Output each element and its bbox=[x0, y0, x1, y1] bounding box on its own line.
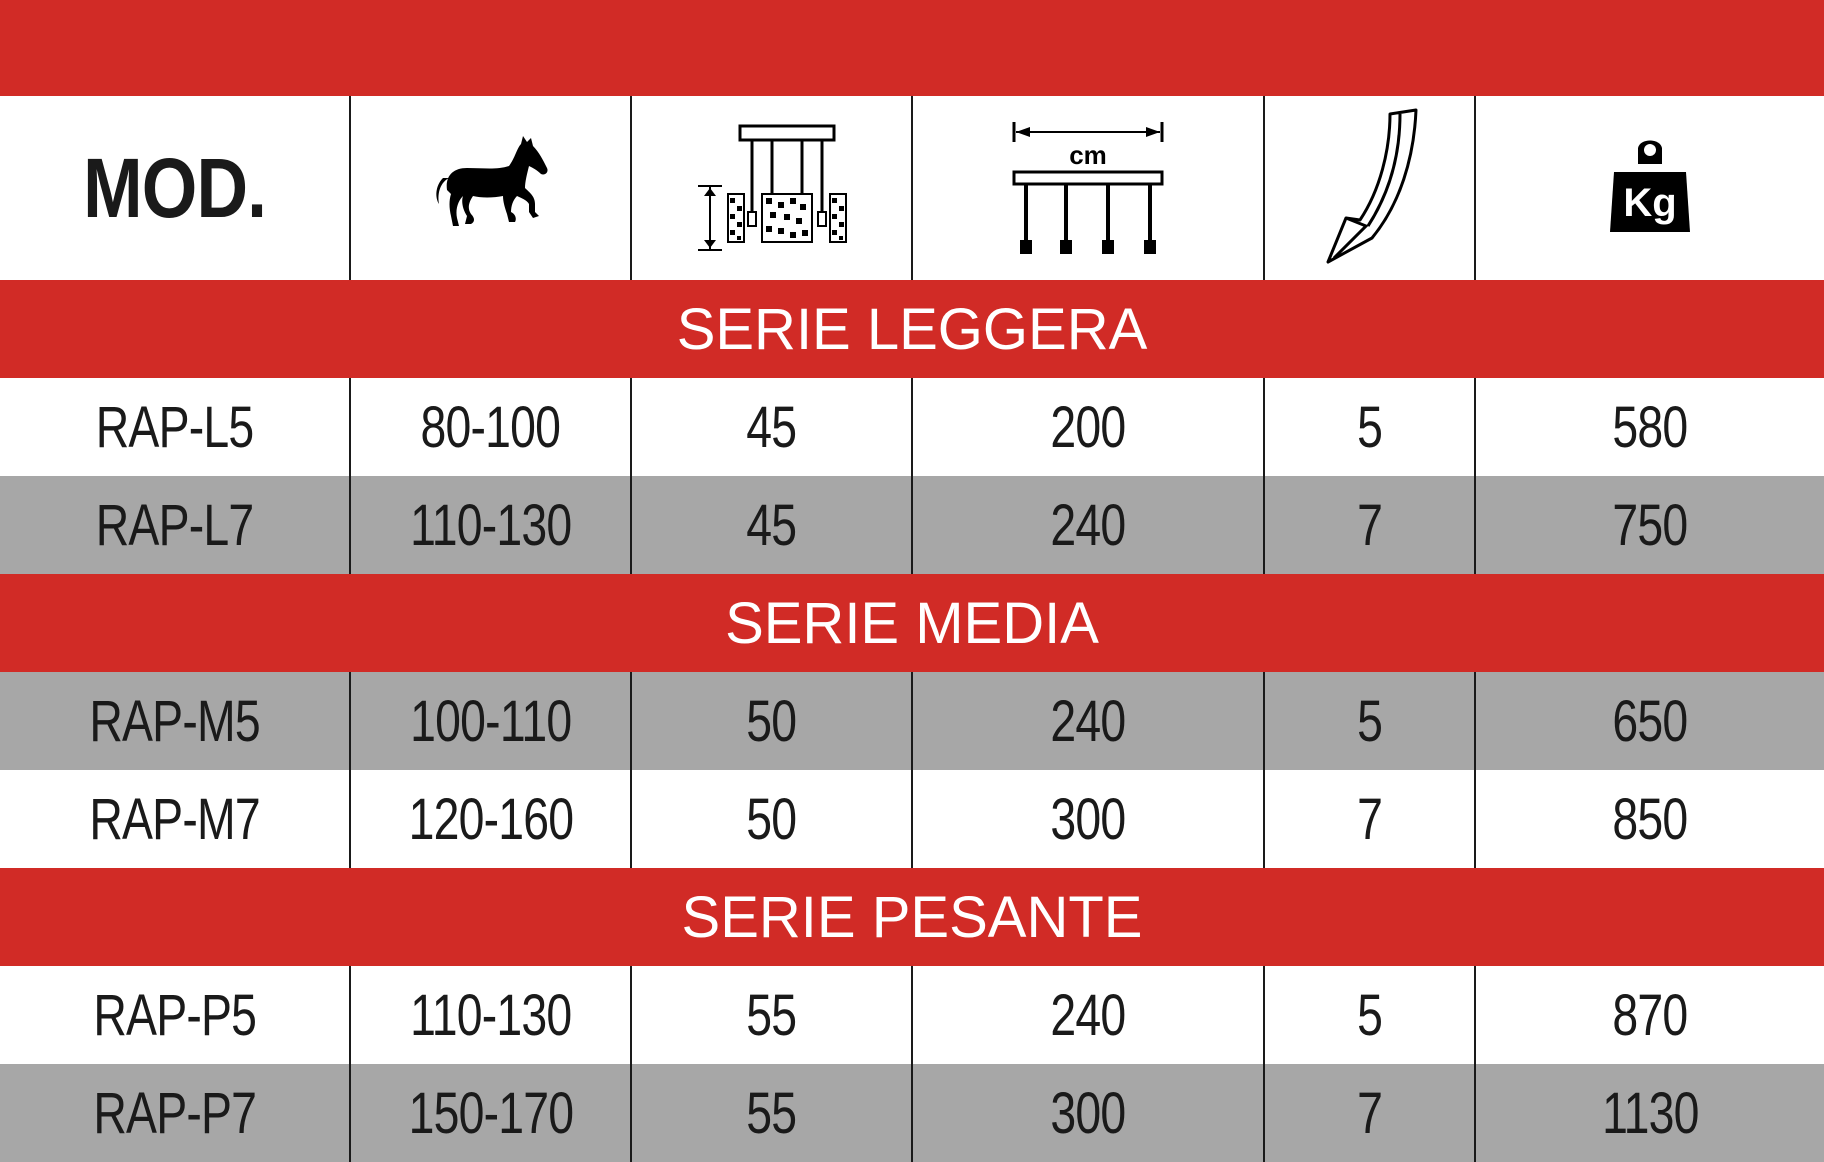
model-cell: RAP-L7 bbox=[95, 492, 254, 558]
working-depth-icon bbox=[682, 118, 862, 258]
depth-cell: 45 bbox=[630, 476, 911, 574]
horse-power-icon bbox=[431, 128, 551, 248]
tine-icon bbox=[1320, 108, 1420, 268]
depth-cell: 55 bbox=[630, 1064, 911, 1162]
hp-cell: 150-170 bbox=[349, 1064, 630, 1162]
table-row bbox=[0, 770, 1824, 868]
depth-cell: 50 bbox=[630, 672, 911, 770]
tines-cell: 7 bbox=[1263, 770, 1474, 868]
width-cell: 300 bbox=[911, 770, 1263, 868]
width-cell: 300 bbox=[911, 1064, 1263, 1162]
model-cell: RAP-L5 bbox=[95, 394, 254, 460]
series-title-heavy: SERIE PESANTE bbox=[0, 868, 1824, 966]
table-row bbox=[0, 966, 1824, 1064]
horse-power-header bbox=[349, 96, 630, 280]
width-cell: 240 bbox=[911, 672, 1263, 770]
tines-cell: 5 bbox=[1263, 966, 1474, 1064]
weight-cell: 870 bbox=[1474, 966, 1824, 1064]
tines-cell: 7 bbox=[1263, 1064, 1474, 1162]
depth-cell: 45 bbox=[630, 378, 911, 476]
top-red-bar bbox=[0, 0, 1824, 96]
weight-cell: 850 bbox=[1474, 770, 1824, 868]
table-row bbox=[0, 1064, 1824, 1162]
series-title-medium: SERIE MEDIA bbox=[0, 574, 1824, 672]
hp-cell: 110-130 bbox=[349, 966, 630, 1064]
series-title-light: SERIE LEGGERA bbox=[0, 280, 1824, 378]
model-cell: RAP-P5 bbox=[93, 982, 256, 1048]
width-cell: 240 bbox=[911, 476, 1263, 574]
working-width-header bbox=[911, 96, 1263, 280]
table-row bbox=[0, 378, 1824, 476]
weight-header bbox=[1474, 96, 1824, 280]
model-cell: RAP-M7 bbox=[89, 786, 260, 852]
table-row bbox=[0, 476, 1824, 574]
model-cell: RAP-P7 bbox=[93, 1080, 256, 1146]
hp-cell: 100-110 bbox=[349, 672, 630, 770]
width-unit-label: cm bbox=[1069, 140, 1107, 170]
table-row bbox=[0, 672, 1824, 770]
tines-cell: 7 bbox=[1263, 476, 1474, 574]
tines-header bbox=[1263, 96, 1474, 280]
working-depth-header bbox=[630, 96, 911, 280]
weight-cell: 650 bbox=[1474, 672, 1824, 770]
hp-cell: 80-100 bbox=[349, 378, 630, 476]
weight-cell: 750 bbox=[1474, 476, 1824, 574]
depth-cell: 50 bbox=[630, 770, 911, 868]
working-width-icon bbox=[1008, 118, 1168, 258]
weight-unit-label: Kg bbox=[1623, 181, 1677, 225]
tines-cell: 5 bbox=[1263, 378, 1474, 476]
width-cell: 200 bbox=[911, 378, 1263, 476]
weight-kg-icon bbox=[1600, 138, 1700, 238]
hp-cell: 120-160 bbox=[349, 770, 630, 868]
hp-cell: 110-130 bbox=[349, 476, 630, 574]
depth-cell: 55 bbox=[630, 966, 911, 1064]
model-cell: RAP-M5 bbox=[89, 688, 260, 754]
tines-cell: 5 bbox=[1263, 672, 1474, 770]
weight-cell: 580 bbox=[1474, 378, 1824, 476]
model-column-header: MOD. bbox=[82, 140, 267, 235]
weight-cell: 1130 bbox=[1474, 1064, 1824, 1162]
width-cell: 240 bbox=[911, 966, 1263, 1064]
header-row bbox=[0, 96, 1824, 280]
